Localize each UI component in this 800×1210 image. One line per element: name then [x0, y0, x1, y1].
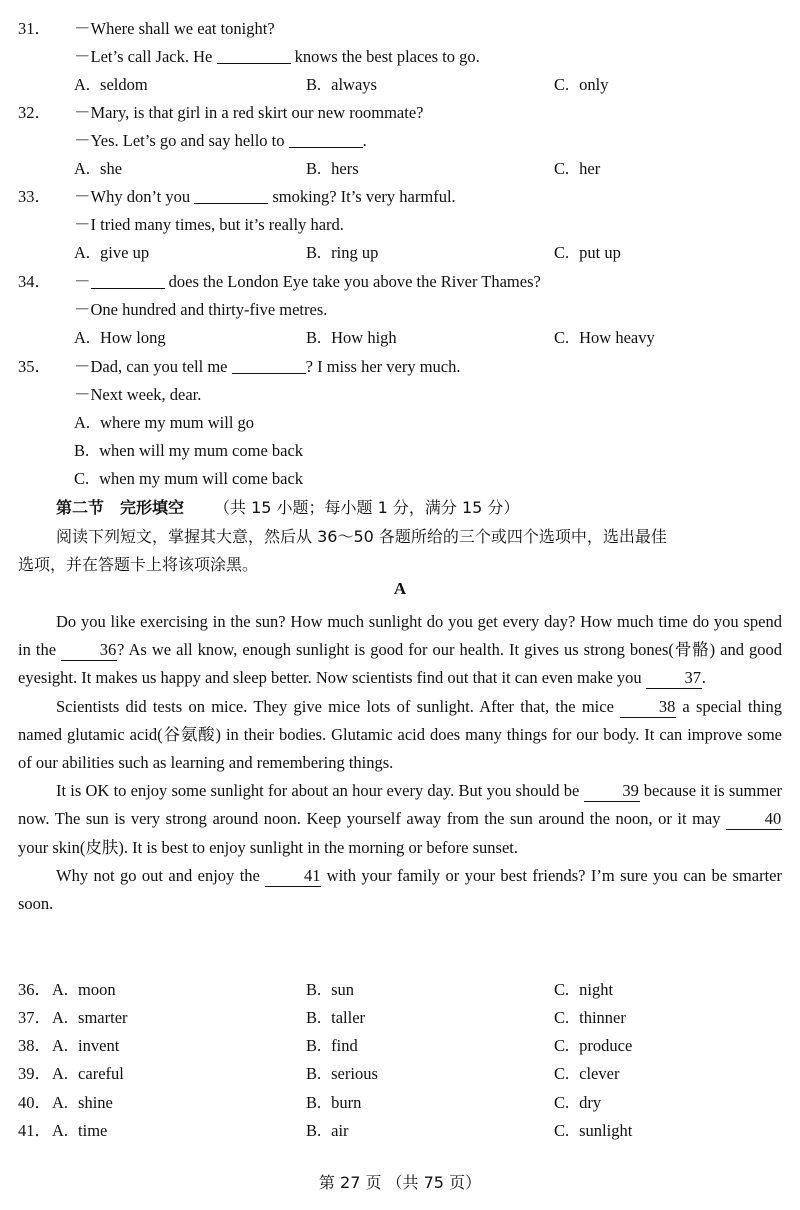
option-a: A. shine: [52, 1093, 113, 1112]
option-c: C. produce: [554, 1036, 633, 1055]
option-b: B. serious: [306, 1064, 378, 1083]
question-number: 35．: [18, 357, 51, 376]
passage-title: A: [393, 579, 407, 598]
question-number: 41．: [18, 1121, 51, 1140]
option-a: A. seldom: [74, 75, 148, 94]
cloze-blank-40: 40: [726, 809, 782, 830]
paragraph-1: Do you like exercising in the sun? How much sunlight do you get every day? How much time do you spend in the 36? As we all know, enough sunlight is good for our health. It gives us strong bones(骨骼) and good eyesight. It makes us happy and sleep better. Now scientists find out that it can even make you 37.: [18, 612, 782, 688]
option-b: B. How high: [306, 328, 397, 347]
question-text: －Why don’t you smoking? It’s very harmful.: [74, 187, 456, 206]
option-a: A. How long: [74, 328, 166, 347]
cloze-38-options: [18, 1032, 782, 1060]
q35-option-b: [18, 437, 782, 465]
option-c: C. thinner: [554, 1008, 626, 1027]
cloze-39-options: [18, 1060, 782, 1088]
q35-line1: [18, 353, 782, 381]
question-text: －Yes. Let’s go and say hello to .: [74, 131, 367, 150]
q35-option-c: [18, 465, 782, 493]
q34-line1: [18, 268, 782, 296]
question-text: －Where shall we eat tonight?: [74, 19, 275, 38]
option-b: B. sun: [306, 980, 355, 999]
q33-line1: [18, 183, 782, 211]
question-number: 31．: [18, 19, 51, 38]
option-a: A. smarter: [52, 1008, 128, 1027]
q33-options: [18, 239, 782, 267]
q33-line2: [18, 211, 782, 239]
option-a: A. invent: [52, 1036, 120, 1055]
question-text: －Mary, is that girl in a red skirt our new roommate?: [74, 103, 424, 122]
option-a: A. where my mum will go: [74, 413, 255, 432]
q32-line1: [18, 99, 782, 127]
answer-blank: [232, 357, 306, 374]
page-footer: 第 27 页 （共 75 页）: [318, 1173, 482, 1192]
option-a: A. give up: [74, 243, 150, 262]
option-a: A. time: [52, 1121, 108, 1140]
q35-line2: [18, 381, 782, 409]
question-text: －Dad, can you tell me ? I miss her very much.: [74, 357, 461, 376]
option-b: B. hers: [306, 159, 359, 178]
option-b: B. always: [306, 75, 377, 94]
paragraph-2: Scientists did tests on mice. They give mice lots of sunlight. After that, the mice 38 a special thing named glutamic acid(谷氨酸) in their bodies. Glutamic acid does many things for our body. It can improve some of our abilities such as learning and remembering things.: [18, 696, 782, 773]
answer-blank: [217, 47, 291, 64]
question-text: －One hundred and thirty-five metres.: [74, 300, 328, 319]
cloze-blank-39: 39: [584, 781, 640, 802]
cloze-blank-37: 37: [646, 668, 702, 689]
q35-option-a: [18, 409, 782, 437]
answer-blank: [91, 272, 165, 289]
paragraph-3: It is OK to enjoy some sunlight for about an hour every day. But you should be 39 because it is summer now. The sun is very strong around noon. Keep yourself away from the sun around the noon, or it may 40 your skin(皮肤). It is best to enjoy sunlight in the morning or before sunset.: [18, 781, 783, 857]
section-header: [18, 494, 782, 522]
option-c: C. only: [554, 75, 609, 94]
section-title: 第二节 完形填空: [56, 498, 185, 517]
cloze-blank-38: 38: [620, 697, 676, 718]
q31-options: [18, 71, 782, 99]
answer-blank: [194, 187, 268, 204]
option-c: C. clever: [554, 1064, 620, 1083]
cloze-blank-36: 36: [61, 640, 117, 661]
cloze-40-options: [18, 1089, 782, 1117]
option-b: B. find: [306, 1036, 358, 1055]
answer-blank: [289, 131, 363, 148]
question-text: －I tried many times, but it’s really hard.: [74, 215, 344, 234]
question-text: － does the London Eye take you above the River Thames?: [74, 272, 541, 291]
question-number: 37．: [18, 1008, 51, 1027]
option-a: A. moon: [52, 980, 116, 999]
q32-options: [18, 155, 782, 183]
option-c: C. night: [554, 980, 614, 999]
option-c: C. sunlight: [554, 1121, 633, 1140]
option-c: C. when my mum will come back: [74, 469, 304, 488]
section-instruction-line1: 阅读下列短文，掌握其大意，然后从 36～50 各题所给的三个或四个选项中，选出最佳: [56, 527, 667, 546]
question-number: 38．: [18, 1036, 51, 1055]
question-text: －Let’s call Jack. He knows the best places to go.: [74, 47, 480, 66]
question-number: 32．: [18, 103, 51, 122]
option-b: B. taller: [306, 1008, 366, 1027]
option-b: B. when will my mum come back: [74, 441, 304, 460]
option-a: A. careful: [52, 1064, 124, 1083]
option-c: C. dry: [554, 1093, 602, 1112]
option-b: B. ring up: [306, 243, 379, 262]
cloze-blank-41: 41: [265, 866, 321, 887]
section-info: （共 15 小题；每小题 1 分，满分 15 分）: [214, 498, 520, 517]
paragraph-4: Why not go out and enjoy the 41 with your family or your best friends? I’m sure you can be smarter soon.: [18, 865, 782, 914]
q31-line2: [18, 43, 782, 71]
passage-body: [18, 608, 782, 918]
option-c: C. How heavy: [554, 328, 655, 347]
cloze-41-options: [18, 1117, 782, 1145]
cloze-36-options: [18, 976, 782, 1004]
option-c: C. her: [554, 159, 601, 178]
option-a: A. she: [74, 159, 123, 178]
question-number: 33．: [18, 187, 51, 206]
q31-line1: [18, 15, 782, 43]
option-c: C. put up: [554, 243, 621, 262]
question-number: 34．: [18, 272, 51, 291]
question-text: －Next week, dear.: [74, 385, 202, 404]
q34-line2: [18, 296, 782, 324]
q32-line2: [18, 127, 782, 155]
section-instruction-line2: 选项，并在答题卡上将该项涂黑。: [18, 555, 259, 574]
cloze-37-options: [18, 1004, 782, 1032]
option-b: B. burn: [306, 1093, 362, 1112]
option-b: B. air: [306, 1121, 349, 1140]
q34-options: [18, 324, 782, 352]
question-number: 40．: [18, 1093, 51, 1112]
question-number: 36．: [18, 980, 51, 999]
question-number: 39．: [18, 1064, 51, 1083]
